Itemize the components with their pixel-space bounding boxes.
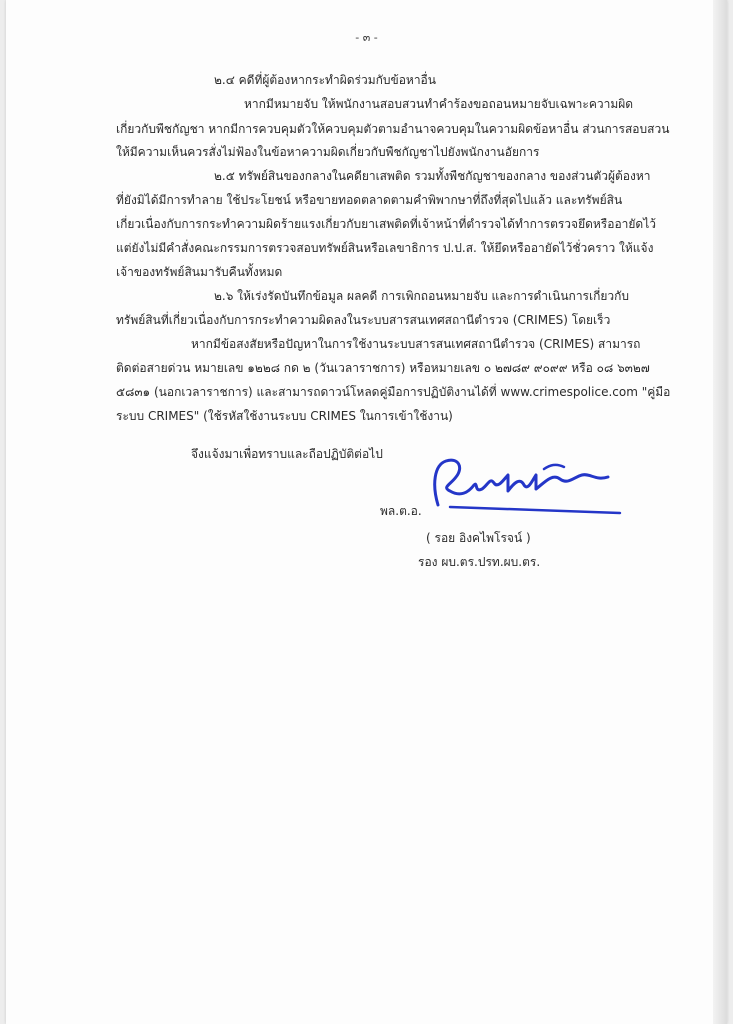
paragraph-line: เกี่ยวกับพืชกัญชา หากมีการควบคุมตัวให้ควบคุมตัวตามอำนาจควบคุมในความผิดข้อหาอื่น ส่วนการสอบสวน [116, 122, 670, 136]
paragraph-line: ติดต่อสายด่วน หมายเลข ๑๒๒๘ กด ๒ (วันเวลาราชการ) หรือหมายเลข ๐ ๒๗๘๙ ๙๐๙๙ หรือ ๐๘ ๖๓๒๗ [116, 361, 650, 375]
page-number: - ๓ - [355, 31, 378, 44]
signer-rank: พล.ต.อ. [380, 504, 422, 518]
paragraph-line: ทรัพย์สินที่เกี่ยวเนื่องกับการกระทำความผิดลงในระบบสารสนเทศสถานีตำรวจ (CRIMES) โดยเร็ว [116, 313, 611, 327]
signer-name: ( รอย อิงคไพโรจน์ ) [426, 531, 531, 545]
section-heading-2-6: ๒.๖ ให้เร่งรัดบันทึกข้อมูล ผลคดี การเพิกถอนหมายจับ และการดำเนินการเกี่ยวกับ [214, 289, 630, 303]
closing-line: จึงแจ้งมาเพื่อทราบและถือปฏิบัติต่อไป [191, 447, 383, 461]
paragraph-line: ให้มีความเห็นควรสั่งไม่ฟ้องในข้อหาความผิดเกี่ยวกับพืชกัญชาไปยังพนักงานอัยการ [116, 145, 540, 159]
section-heading-2-4: ๒.๔ คดีที่ผู้ต้องหากระทำผิดร่วมกับข้อหาอื่น [214, 73, 436, 87]
page-edge-shadow [713, 0, 727, 1024]
paragraph-line: ที่ยังมิได้มีการทำลาย ใช้ประโยชน์ หรือขายทอดตลาดตามคำพิพากษาที่ถึงที่สุดไปแล้ว และทรัพย์สิน [116, 193, 623, 207]
paragraph-line: เกี่ยวเนื่องกับการกระทำความผิดร้ายแรงเกี่ยวกับยาเสพติดที่เจ้าหน้าที่ตำรวจได้ทำการตรวจยึดหรืออายัดไว้ [116, 217, 656, 231]
paragraph-line: หากมีหมายจับ ให้พนักงานสอบสวนทำคำร้องขอถอนหมายจับเฉพาะความผิด [244, 97, 634, 111]
paragraph-line: ๕๘๓๑ (นอกเวลาราชการ) และสามารถดาวน์โหลดคู่มือการปฏิบัติงานได้ที่ www.crimespolice.com "คู่มือ [116, 385, 671, 399]
document-page [6, 0, 727, 1024]
paragraph-line: หากมีข้อสงสัยหรือปัญหาในการใช้งานระบบสารสนเทศสถานีตำรวจ (CRIMES) สามารถ [191, 337, 641, 351]
paragraph-line: ระบบ CRIMES" (ใช้รหัสใช้งานระบบ CRIMES ในการเข้าใช้งาน) [116, 409, 453, 423]
handwritten-signature [424, 455, 624, 520]
signer-position: รอง ผบ.ตร.ปรท.ผบ.ตร. [418, 555, 541, 569]
paragraph-line: เจ้าของทรัพย์สินมารับคืนทั้งหมด [116, 265, 283, 279]
section-heading-2-5: ๒.๕ ทรัพย์สินของกลางในคดียาเสพติด รวมทั้งพืชกัญชาของกลาง ของส่วนตัวผู้ต้องหา [214, 169, 651, 183]
paragraph-line: แต่ยังไม่มีคำสั่งคณะกรรมการตรวจสอบทรัพย์สินหรือเลขาธิการ ป.ป.ส. ให้ยึดหรืออายัดไว้ชั่วคราว ให้แจ้ง [116, 241, 654, 255]
